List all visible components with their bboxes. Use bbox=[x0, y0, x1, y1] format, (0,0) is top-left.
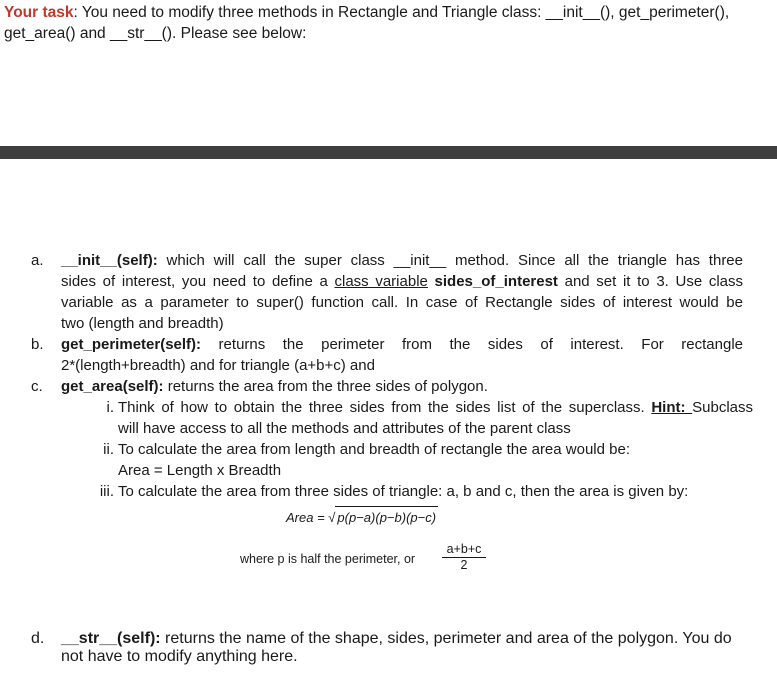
item-text: sides of interest, you need to define a bbox=[61, 273, 335, 290]
sqrt-symbol: √ bbox=[328, 510, 336, 525]
task-text-1: : You need to modify three methods in Rectangle and Triangle class: __init__(), get_perimeter(), bbox=[73, 4, 730, 21]
task-intro bbox=[4, 2, 769, 44]
method-name: __init__(self): bbox=[61, 252, 158, 269]
divider-bar bbox=[0, 146, 777, 159]
subitem-marker: i. bbox=[106, 399, 114, 416]
item-line: 2*(length+breadth) and for triangle (a+b+c) and bbox=[61, 357, 375, 374]
half-perimeter-fraction bbox=[442, 542, 486, 572]
item-str bbox=[0, 630, 743, 666]
method-name: __str__(self): bbox=[61, 630, 161, 647]
item-text: returns the perimeter from the sides of interest. For rectangle bbox=[201, 336, 743, 353]
item-init bbox=[0, 250, 743, 334]
item-line bbox=[61, 271, 743, 292]
subitem-line: Area = Length x Breadth bbox=[118, 462, 282, 479]
item-text bbox=[428, 273, 435, 290]
task-text-2: get_area() and __str__(). Please see below: bbox=[4, 25, 307, 42]
subitem-marker: iii. bbox=[99, 483, 114, 500]
heron-formula-image bbox=[0, 502, 777, 598]
method-name: get_area(self): bbox=[61, 378, 164, 395]
method-name: get_perimeter(self): bbox=[61, 336, 202, 353]
item-marker: b. bbox=[31, 336, 44, 353]
subitem-line: will have access to all the methods and attributes of the parent class bbox=[118, 420, 571, 437]
item-line bbox=[61, 250, 743, 271]
sides-of-interest-label: sides_of_interest bbox=[434, 273, 558, 290]
item-marker: c. bbox=[31, 378, 43, 395]
where-text: where p is half the perimeter, or bbox=[240, 552, 416, 566]
item-line: two (length and breadth) bbox=[61, 315, 224, 332]
item-str-container bbox=[0, 630, 777, 666]
radicand: p(p−a)(p−b)(p−c) bbox=[335, 506, 438, 528]
area-formula bbox=[286, 506, 438, 528]
subitem-line: To calculate the area from length and breadth of rectangle the area would be: bbox=[118, 441, 630, 458]
item-marker: a. bbox=[31, 252, 44, 269]
hint-label: Hint: bbox=[651, 399, 693, 416]
subitem-triangle-area bbox=[0, 481, 753, 502]
task-label: Your task bbox=[4, 4, 74, 21]
item-text: and set it to 3. Use class bbox=[557, 273, 744, 290]
instruction-list bbox=[0, 250, 777, 598]
subitem-marker: ii. bbox=[103, 441, 114, 458]
item-line bbox=[61, 334, 743, 355]
item-line bbox=[61, 376, 743, 397]
fraction-numerator: a+b+c bbox=[442, 542, 486, 558]
item-text: returns the area from the three sides of polygon. bbox=[163, 378, 488, 395]
item-line: not have to modify anything here. bbox=[61, 648, 298, 665]
subitem-rectangle-area bbox=[0, 439, 753, 481]
subitem-line bbox=[118, 397, 753, 418]
item-get-area bbox=[0, 376, 743, 397]
fraction-denominator: 2 bbox=[460, 558, 468, 572]
item-text: returns the name of the shape, sides, perimeter and area of the polygon. You do bbox=[160, 630, 732, 647]
item-text: which will call the super class __init__ method. Since all the triangle has three bbox=[157, 252, 743, 269]
area-label: Area = bbox=[286, 510, 329, 525]
subitem-line: To calculate the area from three sides of triangle: a, b and c, then the area is given by: bbox=[118, 483, 689, 500]
subitem-sides bbox=[0, 397, 753, 439]
item-line: variable as a parameter to super() function call. In case of Rectangle sides of interest would be bbox=[61, 294, 743, 311]
item-line bbox=[61, 630, 743, 648]
item-get-perimeter bbox=[0, 334, 743, 376]
task-line-1 bbox=[4, 2, 769, 23]
subitem-text: Think of how to obtain the three sides from the sides list of the superclass. bbox=[118, 399, 652, 416]
item-marker: d. bbox=[31, 630, 45, 647]
class-variable-link[interactable]: class variable bbox=[334, 273, 428, 290]
subitem-text: Subclass bbox=[692, 399, 753, 416]
